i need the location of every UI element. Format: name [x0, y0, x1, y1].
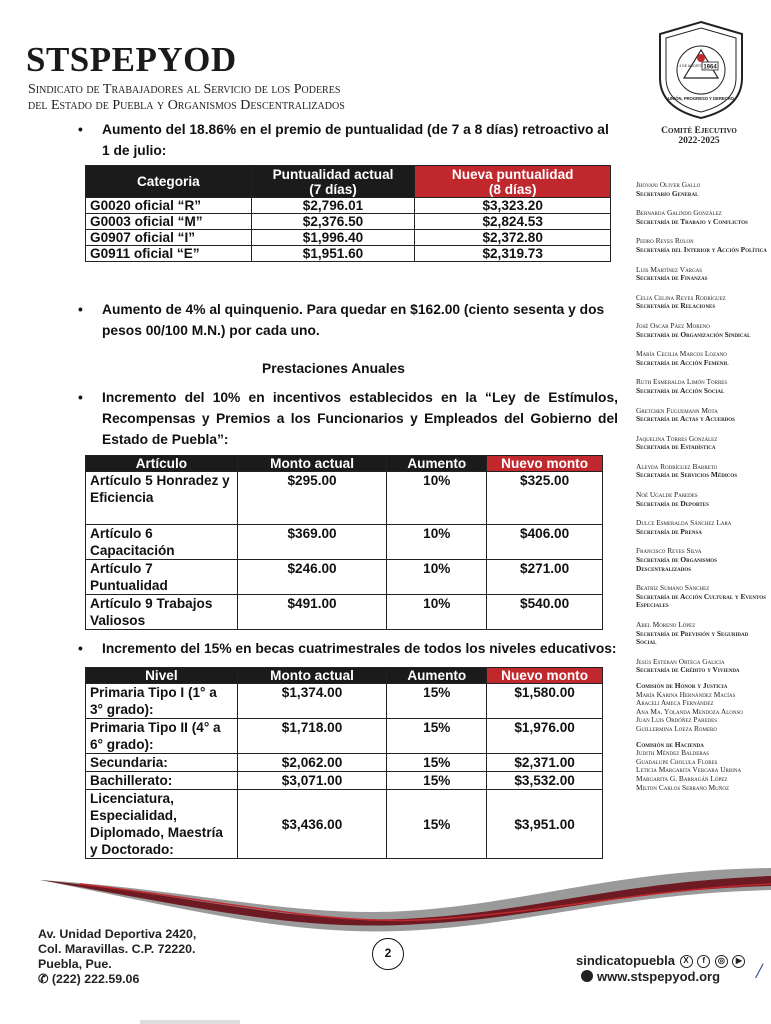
member-name: Luis Martínez Vargas	[636, 264, 703, 274]
seal-caption	[624, 126, 771, 146]
phone-icon: ✆	[38, 972, 49, 986]
committee-entry	[636, 547, 770, 573]
punctuality-table	[85, 165, 611, 262]
table-cell: $325.00	[487, 472, 603, 525]
commission-member: Araceli Ameca Fernández	[636, 698, 714, 708]
committee-entry	[636, 181, 770, 198]
committee-entry	[636, 658, 770, 675]
table-cell: 10%	[387, 472, 487, 525]
table-row	[86, 198, 611, 214]
table-header: Aumento	[387, 668, 487, 684]
committee-entry	[636, 350, 770, 367]
table-cell: $1,996.40	[251, 230, 415, 246]
table-cell: $2,376.50	[251, 214, 415, 230]
bullet-incentives	[78, 387, 618, 450]
table-header: Categoria	[86, 166, 252, 198]
table-cell: $406.00	[487, 525, 603, 560]
table-cell: Bachillerato:	[86, 772, 238, 790]
member-role: Secretaría de Organización Sindical	[636, 329, 751, 339]
table-cell: $540.00	[487, 595, 603, 630]
member-role: Secretaría de Organismos Descentralizados	[636, 555, 717, 573]
table-header-line: (8 días)	[488, 181, 537, 197]
bullet-dot: •	[78, 390, 83, 405]
member-name: Jesús Esteban Ortega Galicia	[636, 656, 725, 666]
committee-entry	[636, 463, 770, 480]
member-name: Celia Celina Reyes Rodríguez	[636, 292, 726, 302]
table-header: Nuevo monto	[487, 456, 603, 472]
committee-entry	[636, 266, 770, 283]
table-header	[415, 166, 611, 198]
member-name: Abel Moreno López	[636, 620, 696, 629]
table-cell: $1,580.00	[487, 684, 603, 719]
honor-commission	[636, 682, 770, 734]
committee-entry	[636, 209, 770, 226]
instagram-icon[interactable]: ◎	[715, 955, 728, 968]
section-heading: Prestaciones Anuales	[262, 361, 405, 376]
table-cell: 10%	[387, 560, 487, 595]
incentives-table	[85, 455, 603, 630]
member-name: Bernarda Galindo González	[636, 208, 722, 218]
executive-committee-list	[636, 181, 770, 799]
committee-entry	[636, 519, 770, 536]
table-row	[86, 560, 603, 595]
table-cell: Licenciatura, Especialidad, Diplomado, Maestría y Doctorado:	[86, 790, 238, 859]
committee-entry	[636, 378, 770, 395]
bullet-dot: •	[78, 641, 83, 656]
table-cell: $2,824.53	[415, 214, 611, 230]
table-cell: $2,062.00	[237, 754, 387, 772]
commission-member: Judith Méndez Balderas	[636, 748, 710, 758]
table-cell: $3,532.00	[487, 772, 603, 790]
bullet-dot: •	[78, 302, 83, 317]
table-cell: 15%	[387, 754, 487, 772]
address-line: Av. Unidad Deportiva 2420,	[38, 927, 197, 941]
member-role: Secretaría de Acción Femenil	[636, 357, 729, 367]
table-cell: Primaria Tipo I (1° a 3° grado):	[86, 684, 238, 719]
table-cell: G0020 oficial “R”	[86, 198, 252, 214]
commission-member: Ana Ma. Yolanda Mendoza Alonso	[636, 706, 743, 716]
table-row	[86, 230, 611, 246]
facebook-icon[interactable]: f	[697, 955, 710, 968]
commission-title: Comisión de Honor y Justicia	[636, 680, 728, 690]
commission-member: María Karina Hernández Macías	[636, 689, 736, 699]
table-row	[86, 472, 603, 525]
table-cell: Primaria Tipo II (4° a 6° grado):	[86, 719, 238, 754]
commission-member: Margarita G. Barragán López	[636, 773, 728, 783]
table-row	[86, 684, 603, 719]
table-cell: $2,371.00	[487, 754, 603, 772]
commission-member: Leticia Margarita Vergara Urbina	[636, 765, 742, 775]
bullet-scholarships	[78, 638, 638, 659]
table-cell: Artículo 7 Puntualidad	[86, 560, 238, 595]
x-icon[interactable]: X	[680, 955, 693, 968]
seal-date: 4 DE AGOSTO	[679, 64, 703, 68]
table-cell: Artículo 5 Honradez y Eficiencia	[86, 472, 238, 525]
table-cell: $1,976.00	[487, 719, 603, 754]
bullet-text: Aumento del 18.86% en el premio de puntualidad (de 7 a 8 días) retroactivo al 1 de julio:	[102, 122, 609, 158]
table-row	[86, 214, 611, 230]
table-cell: $2,372.80	[415, 230, 611, 246]
table-cell: G0907 oficial “I”	[86, 230, 252, 246]
commission-member: Guadalupe Cholula Flores	[636, 756, 718, 766]
table-cell: Artículo 6 Capacitación	[86, 525, 238, 560]
table-header-line: Puntualidad actual	[272, 166, 394, 182]
table-cell: $3,951.00	[487, 790, 603, 859]
member-role: Secretaría de Prensa	[636, 526, 702, 536]
table-cell: $295.00	[237, 472, 387, 525]
bullet-text: Incremento del 15% en becas cuatrimestrales de todos los niveles educativos:	[102, 641, 617, 656]
member-role: Secretaría de Crédito y Vivienda	[636, 665, 740, 675]
table-row	[86, 595, 603, 630]
seal-caption-line2: 2022-2025	[678, 136, 720, 146]
member-name: María Cecilia Marcos Lozano	[636, 349, 727, 359]
table-row	[86, 525, 603, 560]
table-header: Monto actual	[237, 668, 387, 684]
bottom-scan-strip	[140, 1020, 240, 1024]
youtube-icon[interactable]: ▶	[732, 955, 745, 968]
commission-member: Guillermina Loeza Romero	[636, 723, 717, 733]
table-cell: $1,374.00	[237, 684, 387, 719]
committee-entry	[636, 584, 770, 610]
member-name: Jaquelina Torres González	[636, 433, 718, 443]
phone-line	[38, 972, 196, 987]
address-line: Puebla, Pue.	[38, 957, 112, 971]
page-number: 2	[372, 938, 404, 970]
brand-subtitle	[28, 82, 345, 114]
committee-entry	[636, 491, 770, 508]
commission-title: Comisión de Hacienda	[636, 739, 704, 749]
member-name: Jhovani Oliver Gallo	[636, 180, 701, 189]
table-cell: 15%	[387, 684, 487, 719]
member-name: Gretchen Fuguemann Mota	[636, 405, 718, 415]
committee-entry	[636, 621, 770, 647]
social-handle-row	[576, 951, 745, 970]
committee-entry	[636, 294, 770, 311]
member-role: Secretaría de Servicios Médicos	[636, 470, 738, 480]
handwritten-mark: /	[756, 958, 763, 983]
commission-member: Milton Carlos Serrano Muñoz	[636, 782, 730, 792]
address-line: Col. Maravillas. C.P. 72220.	[38, 942, 196, 956]
table-cell: G0003 oficial “M”	[86, 214, 252, 230]
member-role: Secretaría de Actas y Acuerdos	[636, 414, 735, 424]
table-header: Monto actual	[237, 456, 387, 472]
member-role: Secretaría de Acción Cultural y Eventos Especiales	[636, 591, 766, 610]
table-cell: G0911 oficial “E”	[86, 246, 252, 262]
member-name: Aleyda Rodríguez Barreto	[636, 461, 718, 471]
brand-subtitle-line2: del Estado de Puebla y Organismos Descentralizados	[28, 98, 345, 113]
table-cell: $1,718.00	[237, 719, 387, 754]
table-cell: $246.00	[237, 560, 387, 595]
table-cell: $491.00	[237, 595, 387, 630]
table-row	[86, 754, 603, 772]
committee-entry	[636, 322, 770, 339]
member-role: Secretario General	[636, 188, 699, 198]
table-cell: 15%	[387, 790, 487, 859]
member-role: Secretaría de Trabajo y Conflictos	[636, 216, 748, 226]
committee-entry	[636, 435, 770, 452]
member-name: José Oscar Páez Moreno	[636, 320, 710, 330]
member-role: Secretaría de Relaciones	[636, 301, 716, 311]
commission-member: Juan Luis Ordóñez Paredes	[636, 715, 717, 725]
committee-entry	[636, 407, 770, 424]
table-header: Nuevo monto	[487, 668, 603, 684]
website-link[interactable]: www.stspepyod.org	[597, 969, 721, 984]
table-header: Aumento	[387, 456, 487, 472]
table-row	[86, 719, 603, 754]
table-header: Nivel	[86, 668, 238, 684]
table-cell: 15%	[387, 772, 487, 790]
bullet-text: Aumento de 4% al quinquenio. Para quedar en $162.00 (ciento sesenta y dos pesos 00/100 M.N.) por cada uno.	[102, 302, 605, 338]
bullet-dot: •	[78, 122, 83, 137]
brand-title: STSPEPYOD	[26, 40, 237, 79]
seal-motto: UNIÓN, PROGRESO Y DERECHO	[668, 96, 734, 101]
member-role: Secretaría de Deportes	[636, 498, 709, 508]
member-name: Beatriz Sumano Sánchez	[636, 583, 710, 593]
member-name: Pedro Reyes Rolon	[636, 236, 694, 246]
table-cell: 15%	[387, 719, 487, 754]
footer-address	[38, 927, 196, 987]
table-header: Artículo	[86, 456, 238, 472]
member-name: Francisco Reyes Silva	[636, 546, 702, 556]
table-cell: $2,796.01	[251, 198, 415, 214]
member-role: Secretaría de Previsión y Seguridad Social	[636, 628, 749, 647]
member-role: Secretaría de Estadística	[636, 442, 716, 452]
bullet-text: Incremento del 10% en incentivos establecidos en la “Ley de Estímulos, Recompensas y Premios a los Funcionarios y Empleados del Gobierno del Estado de Puebla”:	[102, 390, 618, 447]
phone-number: (222) 222.59.06	[51, 972, 140, 986]
seal-caption-line1: Comité Ejecutivo	[661, 126, 737, 136]
member-name: Ruth Esmeralda Limón Torres	[636, 377, 728, 387]
table-header-line: Nueva puntualidad	[451, 166, 574, 182]
table-cell: $2,319.73	[415, 246, 611, 262]
table-cell: $3,071.00	[237, 772, 387, 790]
table-row	[86, 246, 611, 262]
brand-subtitle-line1: Sindicato de Trabajadores al Servicio de los Poderes	[28, 82, 341, 97]
table-cell: $1,951.60	[251, 246, 415, 262]
union-seal-logo	[654, 20, 748, 120]
table-cell: Secundaria:	[86, 754, 238, 772]
table-cell: $271.00	[487, 560, 603, 595]
table-cell: 10%	[387, 595, 487, 630]
member-name: Noé Ugalde Paredes	[636, 490, 698, 500]
table-cell: $369.00	[237, 525, 387, 560]
table-header-line: (7 días)	[309, 181, 357, 197]
member-name: Dulce Esmeralda Sánchez Lara	[636, 518, 732, 528]
committee-entry	[636, 237, 770, 254]
table-cell: Artículo 9 Trabajos Valiosos	[86, 595, 238, 630]
table-header	[251, 166, 415, 198]
hacienda-commission	[636, 741, 770, 793]
seal-year: 1964	[703, 64, 717, 71]
website-row	[581, 969, 720, 984]
member-role: Secretaría de Acción Social	[636, 385, 725, 395]
member-role: Secretaría de Finanzas	[636, 273, 708, 283]
table-cell: $3,436.00	[237, 790, 387, 859]
social-handle[interactable]: sindicatopuebla	[576, 953, 675, 968]
bullet-quinquenio	[78, 299, 618, 341]
scholarships-table	[85, 667, 603, 859]
table-cell: 10%	[387, 525, 487, 560]
table-cell: $3,323.20	[415, 198, 611, 214]
member-role: Secretaría del Interior y Acción Política	[636, 244, 767, 254]
globe-icon	[581, 970, 593, 982]
table-row	[86, 772, 603, 790]
bullet-punctuality	[78, 119, 618, 161]
table-row	[86, 790, 603, 859]
